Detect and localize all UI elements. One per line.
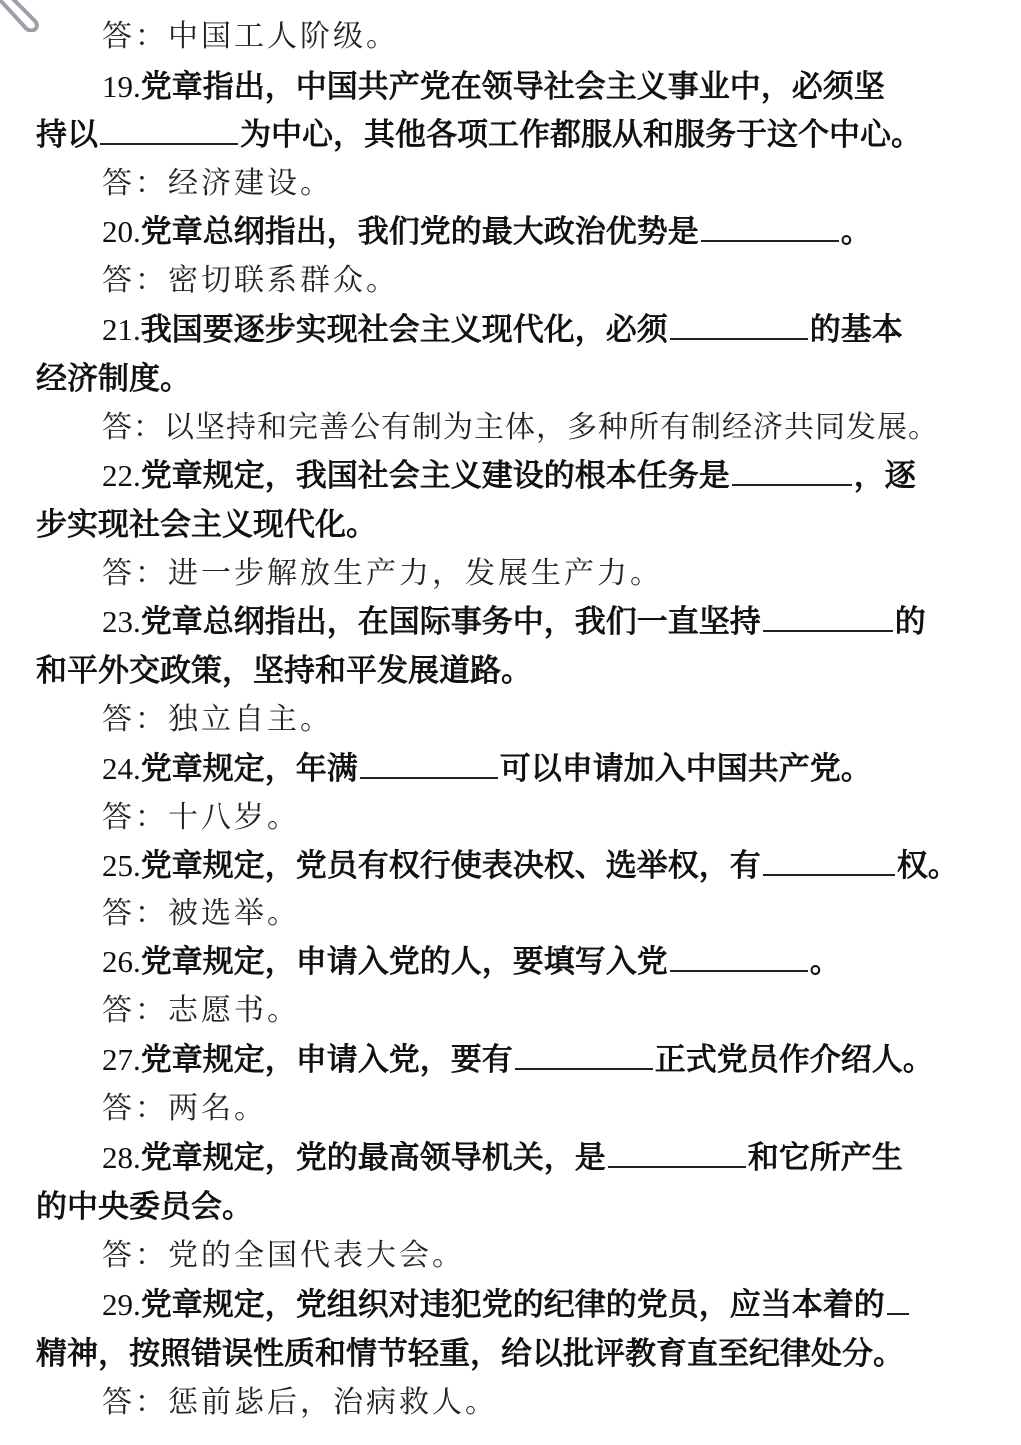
question-28-line-2: 的中央委员会。 (36, 1189, 253, 1225)
question-19-line-1 (0, 63, 1021, 111)
question-text: 的 (894, 604, 926, 640)
answer-21: 答：以坚持和完善公有制为主体，多种所有制经济共同发展。 (102, 410, 939, 445)
question-text: 党章规定，年满 (140, 751, 358, 787)
question-27-line-1 (0, 1036, 1021, 1084)
question-text: 的基本 (809, 312, 903, 348)
question-24-line-1 (0, 745, 1021, 793)
fill-in-blank (670, 940, 808, 972)
question-text: 和它所产生 (747, 1140, 903, 1176)
question-text: 党章总纲指出，在国际事务中，我们一直坚持 (140, 604, 761, 640)
fill-in-blank (670, 308, 808, 340)
question-20-line-1 (0, 208, 1021, 256)
answer-18: 答：中国工人阶级。 (102, 19, 399, 54)
question-23-line-1 (0, 598, 1021, 646)
question-text: 权。 (896, 848, 959, 884)
question-text: 党章指出，中国共产党在领导社会主义事业中，必须坚 (140, 69, 885, 105)
question-text: 党章规定，党的最高领导机关，是 (140, 1140, 606, 1176)
question-number: 25. (102, 848, 141, 883)
question-text: 。 (809, 944, 841, 980)
question-text: 党章规定，党员有权行使表决权、选举权，有 (140, 848, 761, 884)
question-number: 22. (102, 458, 141, 493)
question-text: 党章总纲指出，我们党的最大政治优势是 (140, 214, 699, 250)
question-number: 24. (102, 751, 141, 786)
fill-in-blank (887, 1283, 909, 1315)
question-22-line-2: 步实现社会主义现代化。 (36, 507, 377, 543)
answer-22: 答：进一步解放生产力，发展生产力。 (102, 556, 663, 591)
question-text: 。 (840, 214, 872, 250)
question-text: 持以 (36, 117, 98, 153)
question-23-line-2: 和平外交政策，坚持和平发展道路。 (36, 653, 532, 689)
question-text: 党章规定，申请入党，要有 (140, 1042, 513, 1078)
answer-27: 答：两名。 (102, 1091, 267, 1126)
question-number: 27. (102, 1042, 141, 1077)
question-number: 26. (102, 944, 141, 979)
fill-in-blank (763, 600, 893, 632)
question-25-line-1 (0, 842, 1021, 890)
question-number: 19. (102, 69, 141, 104)
fill-in-blank (701, 210, 839, 242)
question-number: 23. (102, 604, 141, 639)
question-21-line-1 (0, 306, 1021, 354)
question-number: 29. (102, 1287, 141, 1322)
question-text: 为中心，其他各项工作都服从和服务于这个中心。 (240, 117, 922, 153)
fill-in-blank (100, 113, 238, 145)
answer-28: 答：党的全国代表大会。 (102, 1238, 465, 1273)
question-21-line-2: 经济制度。 (36, 361, 191, 397)
answer-26: 答：志愿书。 (102, 993, 300, 1028)
question-26-line-1 (0, 938, 1021, 986)
question-22-line-1 (0, 452, 1021, 500)
question-number: 20. (102, 214, 141, 249)
answer-23: 答：独立自主。 (102, 702, 333, 737)
question-text: 党章规定，我国社会主义建设的根本任务是 (140, 458, 730, 494)
question-19-line-2 (0, 111, 1021, 159)
fill-in-blank (763, 844, 895, 876)
question-number: 28. (102, 1140, 141, 1175)
question-28-line-1 (0, 1134, 1021, 1182)
question-text: 可以申请加入中国共产党。 (499, 751, 872, 787)
answer-19: 答：经济建设。 (102, 166, 333, 201)
question-number: 21. (102, 312, 141, 347)
answer-20: 答：密切联系群众。 (102, 263, 399, 298)
answer-25: 答：被选举。 (102, 896, 300, 931)
question-text: 党章规定，党组织对违犯党的纪律的党员，应当本着的 (140, 1287, 885, 1323)
question-29-line-1 (0, 1281, 1021, 1329)
fill-in-blank (360, 747, 498, 779)
answer-24: 答：十八岁。 (102, 800, 300, 835)
fill-in-blank (515, 1038, 653, 1070)
question-text: ，逐 (853, 458, 916, 494)
fill-in-blank (608, 1136, 746, 1168)
answer-29: 答：惩前毖后，治病救人。 (102, 1385, 498, 1420)
fill-in-blank (732, 454, 852, 486)
question-text: 正式党员作介绍人。 (654, 1042, 934, 1078)
question-text: 党章规定，申请入党的人，要填写入党 (140, 944, 668, 980)
question-text: 我国要逐步实现社会主义现代化，必须 (140, 312, 668, 348)
question-29-line-2: 精神，按照错误性质和情节轻重，给以批评教育直至纪律处分。 (36, 1336, 904, 1372)
